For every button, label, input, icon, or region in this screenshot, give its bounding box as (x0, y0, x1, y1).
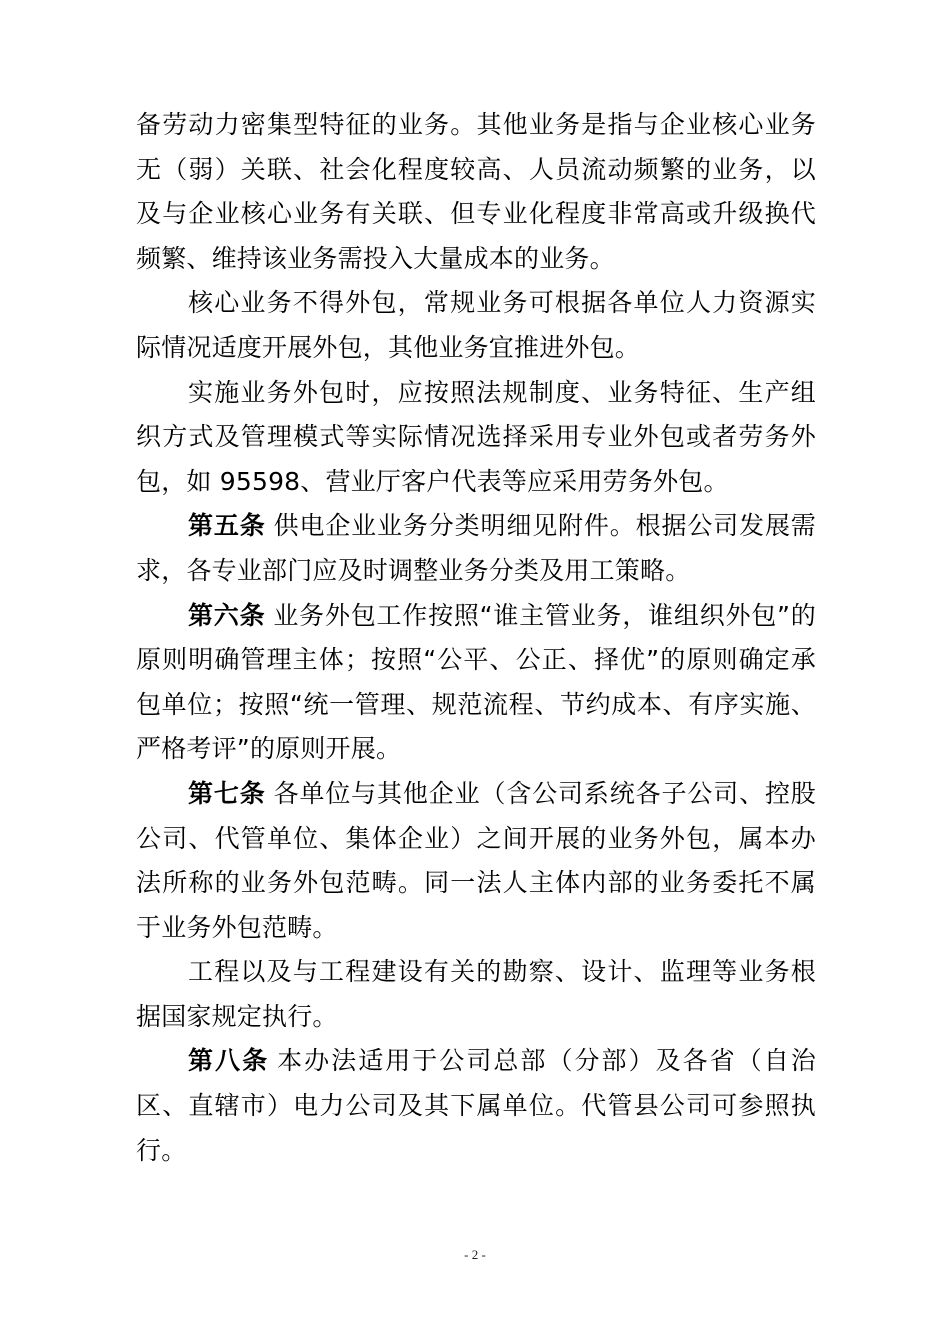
article-7 (136, 772, 816, 950)
paragraph-2 (136, 281, 816, 370)
paragraph-text: 实施业务外包时，应按照法规制度、业务特征、生产组织方式及管理模式等实际情况选择采用专业外包或者劳务外包，如 95598、营业厅客户代表等应采用劳务外包。 (136, 377, 816, 496)
paragraph-text: 供电企业业务分类明细见附件。根据公司发展需求，各专业部门应及时调整业务分类及用工策略。 (136, 511, 817, 585)
paragraph-text: 工程以及与工程建设有关的勘察、设计、监理等业务根据国家规定执行。 (136, 957, 816, 1031)
page-number: - 2 - (464, 1247, 486, 1262)
paragraph-engineering (136, 950, 816, 1039)
article-number: 第七条 (188, 778, 266, 808)
article-6 (136, 594, 816, 772)
article-8 (136, 1039, 816, 1173)
article-5 (136, 504, 816, 593)
paragraph-3 (136, 371, 816, 505)
document-body (136, 103, 816, 1173)
paragraph-text: 备劳动力密集型特征的业务。其他业务是指与企业核心业务无（弱）关联、社会化程度较高、人员流动频繁的业务，以及与企业核心业务有关联、但专业化程度非常高或升级换代频繁、维持该业务需投入大量成本的业务。 (136, 110, 816, 273)
article-number: 第八条 (188, 1046, 270, 1076)
paragraph-1 (136, 103, 816, 281)
article-number: 第六条 (188, 600, 266, 630)
paragraph-text: 本办法适用于公司总部（分部）及各省（自治区、直辖市）电力公司及其下属单位。代管县公司可参照执行。 (136, 1046, 816, 1165)
paragraph-text: 核心业务不得外包，常规业务可根据各单位人力资源实际情况适度开展外包，其他业务宜推进外包。 (136, 288, 816, 362)
paragraph-text: 业务外包工作按照“谁主管业务，谁组织外包”的原则明确管理主体；按照“公平、公正、择优”的原则确定承包单位；按照“统一管理、规范流程、节约成本、有序实施、严格考评”的原则开展。 (136, 600, 816, 764)
article-number: 第五条 (188, 511, 266, 541)
paragraph-text: 各单位与其他企业（含公司系统各子公司、控股公司、代管单位、集体企业）之间开展的业务外包，属本办法所称的业务外包范畴。同一法人主体内部的业务委托不属于业务外包范畴。 (136, 778, 817, 942)
